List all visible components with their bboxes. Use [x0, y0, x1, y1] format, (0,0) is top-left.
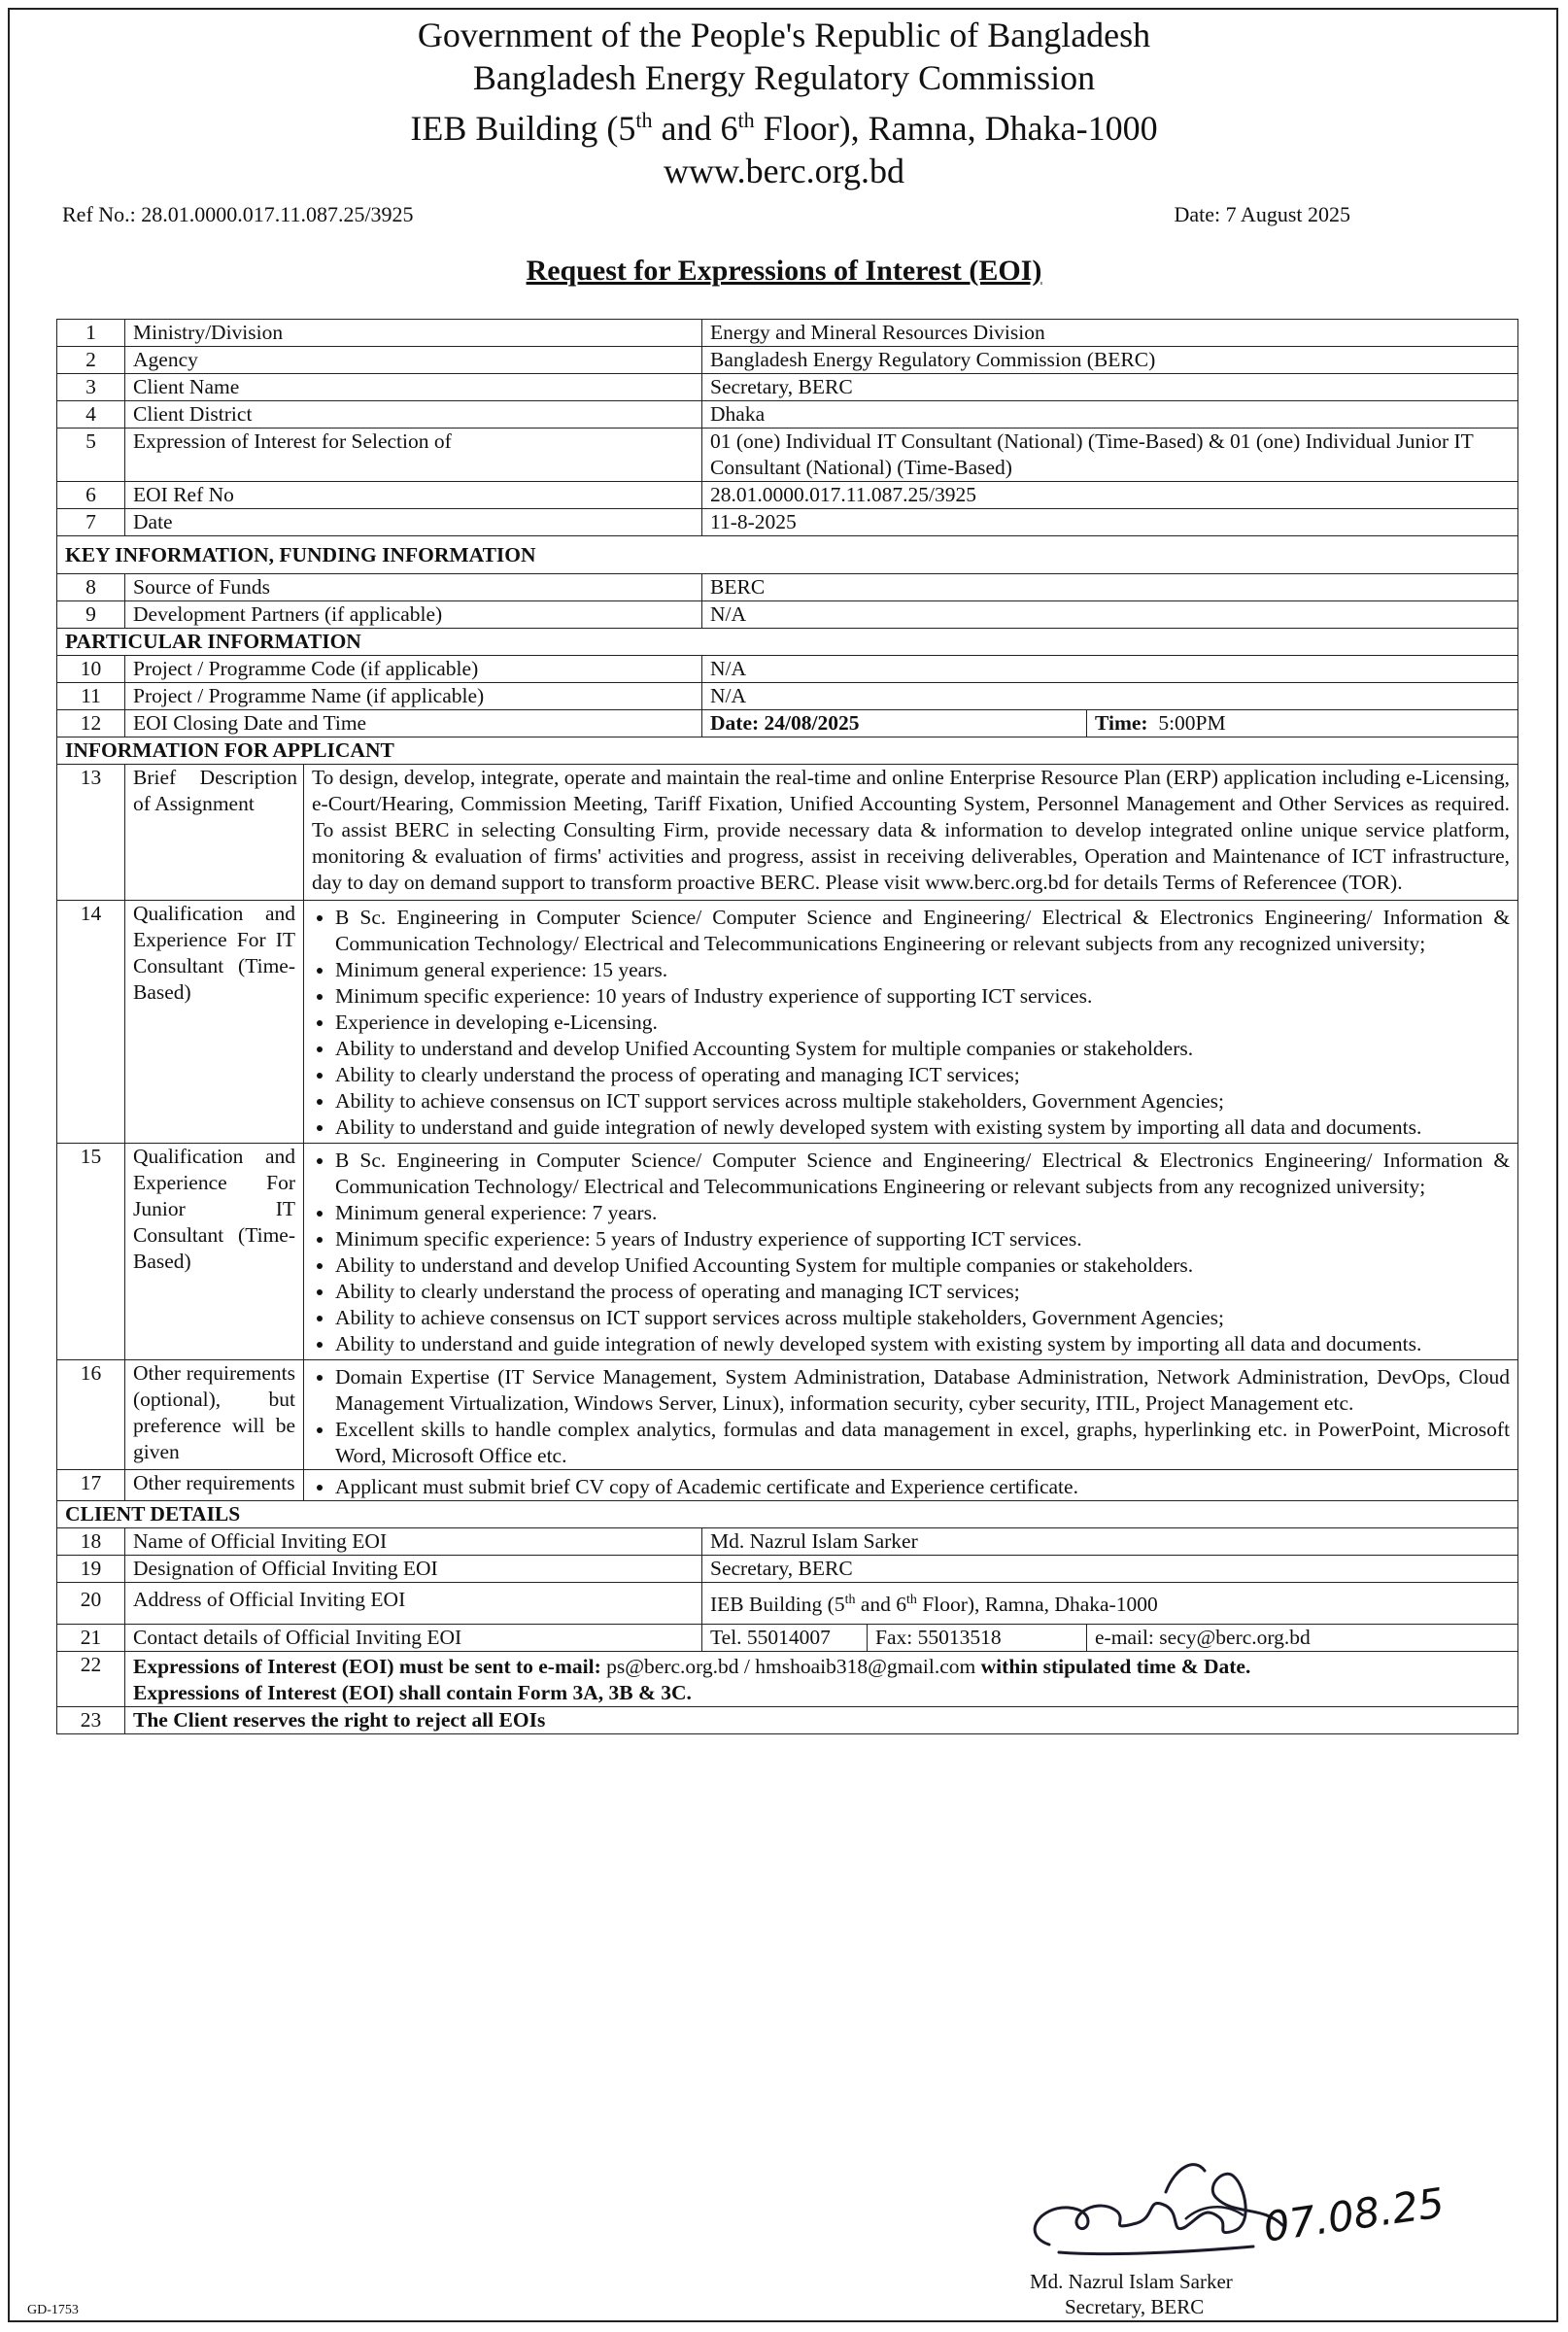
row-value: N/A: [702, 656, 1518, 683]
list-item: • Minimum specific experience: 5 years of Industry experience of supporting ICT services.: [335, 1226, 1510, 1252]
row-number: 8: [57, 574, 125, 601]
row-label: Other requirements: [125, 1470, 304, 1501]
other-requirements: [304, 1470, 1518, 1501]
qualification-list: [312, 1148, 1510, 1357]
qualification-list: [312, 905, 1510, 1141]
closing-date: Date: 24/08/2025: [702, 710, 1087, 737]
section-header-row: [57, 629, 1518, 656]
table-row: [57, 574, 1518, 601]
closing-time: [1087, 710, 1518, 737]
row-value: 28.01.0000.017.11.087.25/3925: [702, 482, 1518, 509]
reference-line: [62, 202, 1350, 227]
table-row: [57, 765, 1518, 901]
table-row: [57, 1625, 1518, 1652]
row-value: 01 (one) Individual IT Consultant (National) (Time-Based) & 01 (one) Individual Junior IT Consultant (National) (Time-Based): [702, 429, 1518, 482]
list-item: • Minimum general experience: 15 years.: [335, 957, 1510, 983]
requirement-list: [312, 1364, 1510, 1469]
row-number: 2: [57, 347, 125, 374]
row-label: Qualification and Experience For IT Consultant (Time-Based): [125, 901, 304, 1144]
list-item: • Ability to achieve consensus on ICT support services across multiple stakeholders, Government Agencies;: [335, 1088, 1510, 1115]
list-item: • B Sc. Engineering in Computer Science/ Computer Science and Engineering/ Electrical & Electronics Engineering/ Information & Communication Technology/ Electrical and Telecommunications Engineering or relevant subjects from any recognized university;: [335, 905, 1510, 957]
contact-email: e-mail: secy@berc.org.bd: [1087, 1625, 1518, 1652]
row-label: EOI Ref No: [125, 482, 702, 509]
table-row: [57, 1470, 1518, 1501]
list-item: • Ability to clearly understand the process of operating and managing ICT services;: [335, 1279, 1510, 1305]
ref-number: Ref No.: 28.01.0000.017.11.087.25/3925: [62, 202, 414, 226]
table-row: [57, 509, 1518, 536]
row-number: 1: [57, 320, 125, 347]
section-key-information: KEY INFORMATION, FUNDING INFORMATION: [57, 536, 1518, 574]
table-row: [57, 683, 1518, 710]
row-label: Ministry/Division: [125, 320, 702, 347]
row-number: 19: [57, 1556, 125, 1583]
list-item: • Applicant must submit brief CV copy of Academic certificate and Experience certificate.: [335, 1474, 1510, 1500]
row-label: Contact details of Official Inviting EOI: [125, 1625, 702, 1652]
table-row: [57, 1583, 1518, 1625]
signatory-title: Secretary, BERC: [1065, 2295, 1205, 2318]
row-number: 13: [57, 765, 125, 901]
row-number: 17: [57, 1470, 125, 1501]
list-item: • Ability to understand and guide integration of newly developed system with existing system by importing all data and documents.: [335, 1115, 1510, 1141]
list-item: • Minimum specific experience: 10 years of Industry experience of supporting ICT services.: [335, 983, 1510, 1010]
row-number: 4: [57, 401, 125, 429]
requirement-list: [312, 1474, 1510, 1500]
row-label: Client Name: [125, 374, 702, 401]
list-item: • Minimum general experience: 7 years.: [335, 1200, 1510, 1226]
government-line: Government of the People's Republic of Bangladesh: [417, 16, 1151, 54]
submission-emails: ps@berc.org.bd / hmshoaib318@gmail.com: [600, 1655, 981, 1679]
letter-date: Date: 7 August 2025: [1174, 202, 1350, 226]
website-line: www.berc.org.bd: [664, 152, 904, 190]
row-number: 9: [57, 601, 125, 629]
table-row: [57, 347, 1518, 374]
table-row: [57, 656, 1518, 683]
table-row: [57, 482, 1518, 509]
commission-line: Bangladesh Energy Regulatory Commission: [472, 58, 1096, 97]
contact-fax: Fax: 55013518: [868, 1625, 1087, 1652]
contact-tel: Tel. 55014007: [702, 1625, 868, 1652]
row-value: N/A: [702, 601, 1518, 629]
row-label: Expression of Interest for Selection of: [125, 429, 702, 482]
list-item: • Ability to understand and guide integration of newly developed system with existing system by importing all data and documents.: [335, 1331, 1510, 1357]
row-number: 16: [57, 1360, 125, 1470]
row-number: 18: [57, 1528, 125, 1556]
time-label: Time:: [1095, 711, 1148, 735]
row-number: 14: [57, 901, 125, 1144]
row-number: 6: [57, 482, 125, 509]
row-number: 15: [57, 1144, 125, 1360]
row-value: N/A: [702, 683, 1518, 710]
table-row: [57, 901, 1518, 1144]
row-label: Address of Official Inviting EOI: [125, 1583, 702, 1625]
assignment-description: To design, develop, integrate, operate and maintain the real-time and online Enterprise Resource Plan (ERP) application including e-Licensing, e-Court/Hearing, Commission Meeting, Tariff Fixation, Unified Accounting System, Personnel Management and Other Services as required. To assist BERC in selecting Consulting Firm, provide necessary data & information to develop integrated online unique service platform, monitoring & evaluation of firms' activities and progress, assist in receiving deliverables, Operation and Maintenance of ICT infrastructure, day to day on demand support to transform proactive BERC. Please visit www.berc.org.bd for details Terms of Referencee (TOR).: [304, 765, 1518, 901]
row-label: Project / Programme Name (if applicable): [125, 683, 702, 710]
row-label: Date: [125, 509, 702, 536]
section-header-row: [57, 737, 1518, 765]
row-number: 5: [57, 429, 125, 482]
submission-text: Expressions of Interest (EOI) must be sent to e-mail:: [133, 1655, 601, 1679]
optional-requirements: [304, 1360, 1518, 1470]
table-row: [57, 1144, 1518, 1360]
table-row: [57, 1360, 1518, 1470]
row-number: 10: [57, 656, 125, 683]
row-number: 12: [57, 710, 125, 737]
eoi-table: [56, 319, 1518, 1734]
row-number: 22: [57, 1652, 125, 1707]
table-row: [57, 710, 1518, 737]
row-label: Development Partners (if applicable): [125, 601, 702, 629]
row-label: Other requirements (optional), but preference will be given: [125, 1360, 304, 1470]
signature-date: 07.08.25: [1260, 2178, 1448, 2251]
row-label: Source of Funds: [125, 574, 702, 601]
row-value: Secretary, BERC: [702, 374, 1518, 401]
section-header-row: [57, 536, 1518, 574]
letterhead: [0, 14, 1568, 192]
list-item: • Experience in developing e-Licensing.: [335, 1010, 1510, 1036]
row-number: 20: [57, 1583, 125, 1625]
section-particular-information: PARTICULAR INFORMATION: [57, 629, 1518, 656]
signatory-name: Md. Nazrul Islam Sarker: [1030, 2270, 1233, 2293]
row-number: 21: [57, 1625, 125, 1652]
address-line: IEB Building (5th and 6th Floor), Ramna, Dhaka-1000: [410, 108, 1158, 148]
row-number: 11: [57, 683, 125, 710]
row-label: Brief Description of Assignment: [125, 765, 304, 901]
list-item: • Ability to understand and develop Unified Accounting System for multiple companies or stakeholders.: [335, 1036, 1510, 1062]
list-item: • B Sc. Engineering in Computer Science/ Computer Science and Engineering/ Electrical & Electronics Engineering/ Information & Communication Technology/ Electrical and Telecommunications Engineering or relevant subjects from any recognized university;: [335, 1148, 1510, 1200]
it-consultant-qualifications: [304, 901, 1518, 1144]
list-item: • Excellent skills to handle complex analytics, formulas and data management in excel, graphs, hyperlinking etc. in PowerPoint, Microsoft Word, Microsoft Office etc.: [335, 1417, 1510, 1469]
row-value: Secretary, BERC: [702, 1556, 1518, 1583]
table-row: [57, 1556, 1518, 1583]
table-row: [57, 429, 1518, 482]
list-item: • Ability to clearly understand the process of operating and managing ICT services;: [335, 1062, 1510, 1088]
row-number: 3: [57, 374, 125, 401]
rejection-clause: The Client reserves the right to reject all EOIs: [125, 1707, 1518, 1734]
row-value: Energy and Mineral Resources Division: [702, 320, 1518, 347]
section-applicant-information: INFORMATION FOR APPLICANT: [57, 737, 1518, 765]
table-row: [57, 1652, 1518, 1707]
row-number: 23: [57, 1707, 125, 1734]
footer-code: GD-1753: [27, 2303, 79, 2317]
row-value: IEB Building (5th and 6th Floor), Ramna, Dhaka-1000: [702, 1583, 1518, 1625]
row-label: Designation of Official Inviting EOI: [125, 1556, 702, 1583]
row-label: Agency: [125, 347, 702, 374]
submission-instructions: [125, 1652, 1518, 1707]
row-label: EOI Closing Date and Time: [125, 710, 702, 737]
row-value: BERC: [702, 574, 1518, 601]
row-value: Dhaka: [702, 401, 1518, 429]
row-label: Name of Official Inviting EOI: [125, 1528, 702, 1556]
row-number: 7: [57, 509, 125, 536]
row-label: Project / Programme Code (if applicable): [125, 656, 702, 683]
submission-deadline-text: within stipulated time & Date.: [980, 1655, 1251, 1679]
junior-it-consultant-qualifications: [304, 1144, 1518, 1360]
row-label: Qualification and Experience For Junior IT Consultant (Time-Based): [125, 1144, 304, 1360]
forms-requirement-text: Expressions of Interest (EOI) shall contain Form 3A, 3B & 3C.: [133, 1681, 692, 1705]
row-label: Client District: [125, 401, 702, 429]
section-client-details: CLIENT DETAILS: [57, 1501, 1518, 1528]
table-row: [57, 320, 1518, 347]
table-row: [57, 1528, 1518, 1556]
table-row: [57, 601, 1518, 629]
time-value: 5:00PM: [1158, 711, 1226, 735]
list-item: • Ability to understand and develop Unified Accounting System for multiple companies or stakeholders.: [335, 1252, 1510, 1279]
table-row: [57, 401, 1518, 429]
row-value: Md. Nazrul Islam Sarker: [702, 1528, 1518, 1556]
row-value: Bangladesh Energy Regulatory Commission (BERC): [702, 347, 1518, 374]
table-row: [57, 1707, 1518, 1734]
document-title: Request for Expressions of Interest (EOI): [526, 255, 1042, 287]
row-value: 11-8-2025: [702, 509, 1518, 536]
table-row: [57, 374, 1518, 401]
section-header-row: [57, 1501, 1518, 1528]
list-item: • Domain Expertise (IT Service Management, System Administration, Database Administration, Network Administration, DevOps, Cloud Management Virtualization, Windows Server, Linux), information security, cyber security, ITIL, Project Management etc.: [335, 1364, 1510, 1417]
list-item: • Ability to achieve consensus on ICT support services across multiple stakeholders, Government Agencies;: [335, 1305, 1510, 1331]
